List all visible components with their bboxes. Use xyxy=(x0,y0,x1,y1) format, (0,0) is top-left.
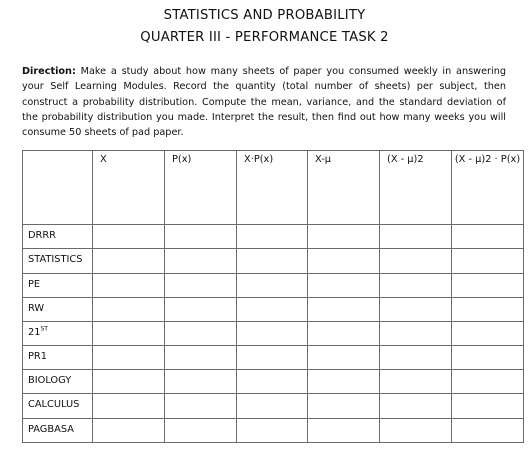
answer-cell[interactable] xyxy=(380,346,452,370)
subject-superscript: ST xyxy=(40,325,48,333)
answer-cell[interactable] xyxy=(93,394,165,419)
answer-cell[interactable] xyxy=(452,419,524,443)
answer-cell[interactable] xyxy=(93,249,165,274)
answer-cell[interactable] xyxy=(380,249,452,274)
subject-cell xyxy=(23,274,93,298)
answer-cell[interactable] xyxy=(380,419,452,443)
answer-cell[interactable] xyxy=(308,322,380,346)
answer-cell[interactable] xyxy=(308,249,380,274)
subject-label: BIOLOGY xyxy=(28,375,72,386)
header-weighted-squared-deviation: (X - μ)2 · P(x) xyxy=(452,151,524,225)
subject-cell xyxy=(23,322,93,346)
table-row xyxy=(23,225,524,249)
table-row xyxy=(23,322,524,346)
table-header-row xyxy=(23,151,524,225)
answer-cell[interactable] xyxy=(93,298,165,322)
probability-table xyxy=(22,150,524,443)
answer-cell[interactable] xyxy=(308,225,380,249)
header-x-times-px: X·P(x) xyxy=(237,151,308,225)
header-x-minus-mu-squared: (X - μ)2 xyxy=(380,151,452,225)
answer-cell[interactable] xyxy=(380,394,452,419)
answer-cell[interactable] xyxy=(237,225,308,249)
answer-cell[interactable] xyxy=(380,370,452,394)
header-subject xyxy=(23,151,93,225)
answer-cell[interactable] xyxy=(93,322,165,346)
answer-cell[interactable] xyxy=(237,249,308,274)
answer-cell[interactable] xyxy=(308,274,380,298)
answer-cell[interactable] xyxy=(380,274,452,298)
subject-label: PE xyxy=(28,279,41,290)
worksheet-title: STATISTICS AND PROBABILITY xyxy=(163,8,366,23)
table-row xyxy=(23,394,524,419)
subject-label: PAGBASA xyxy=(28,424,74,435)
answer-cell[interactable] xyxy=(308,394,380,419)
subject-cell xyxy=(23,249,93,274)
answer-cell[interactable] xyxy=(237,346,308,370)
answer-cell[interactable] xyxy=(165,322,237,346)
answer-cell[interactable] xyxy=(93,346,165,370)
answer-cell[interactable] xyxy=(380,225,452,249)
answer-cell[interactable] xyxy=(237,322,308,346)
header-x: X xyxy=(93,151,165,225)
answer-cell[interactable] xyxy=(237,394,308,419)
direction-label: Direction: xyxy=(22,66,76,77)
header-px: P(x) xyxy=(165,151,237,225)
answer-cell[interactable] xyxy=(308,346,380,370)
subject-label: PR1 xyxy=(28,351,47,362)
subject-cell xyxy=(23,394,93,419)
answer-cell[interactable] xyxy=(165,346,237,370)
answer-cell[interactable] xyxy=(452,274,524,298)
answer-cell[interactable] xyxy=(452,346,524,370)
answer-cell[interactable] xyxy=(165,249,237,274)
subject-label: STATISTICS xyxy=(28,254,83,265)
answer-cell[interactable] xyxy=(380,298,452,322)
subject-cell xyxy=(23,225,93,249)
answer-cell[interactable] xyxy=(452,298,524,322)
table-row xyxy=(23,370,524,394)
answer-cell[interactable] xyxy=(165,225,237,249)
table-row xyxy=(23,298,524,322)
subject-cell xyxy=(23,298,93,322)
subject-label: CALCULUS xyxy=(28,399,80,410)
answer-cell[interactable] xyxy=(237,298,308,322)
worksheet-subtitle: QUARTER III - PERFORMANCE TASK 2 xyxy=(140,30,389,45)
table-row xyxy=(23,346,524,370)
answer-cell[interactable] xyxy=(93,370,165,394)
answer-cell[interactable] xyxy=(165,274,237,298)
answer-cell[interactable] xyxy=(93,274,165,298)
subject-cell xyxy=(23,346,93,370)
answer-cell[interactable] xyxy=(452,322,524,346)
subject-cell xyxy=(23,419,93,443)
answer-cell[interactable] xyxy=(308,370,380,394)
answer-cell[interactable] xyxy=(237,419,308,443)
answer-cell[interactable] xyxy=(308,298,380,322)
answer-cell[interactable] xyxy=(452,370,524,394)
subject-cell xyxy=(23,370,93,394)
answer-cell[interactable] xyxy=(93,225,165,249)
subject-label: RW xyxy=(28,303,45,314)
header-x-minus-mu: X-μ xyxy=(308,151,380,225)
answer-cell[interactable] xyxy=(237,370,308,394)
table-row xyxy=(23,274,524,298)
subject-label: 21 xyxy=(28,327,41,338)
answer-cell[interactable] xyxy=(237,274,308,298)
table-row xyxy=(23,249,524,274)
answer-cell[interactable] xyxy=(452,225,524,249)
answer-cell[interactable] xyxy=(452,249,524,274)
answer-cell[interactable] xyxy=(308,419,380,443)
answer-cell[interactable] xyxy=(165,298,237,322)
direction-text: Make a study about how many sheets of paper you consumed weekly in answering your Self Learning Modules. Record the quantity (total number of sheets) per subject, then construct a probability distribution. Compute the mean, variance, and the standard deviation of the probability distribution you made. Interpret the result, then find out how many weeks you will consume 50 sheets of pad paper. xyxy=(22,66,506,139)
table-row xyxy=(23,419,524,443)
answer-cell[interactable] xyxy=(165,394,237,419)
direction-paragraph xyxy=(22,64,506,140)
answer-cell[interactable] xyxy=(165,370,237,394)
answer-cell[interactable] xyxy=(165,419,237,443)
answer-cell[interactable] xyxy=(452,394,524,419)
answer-cell[interactable] xyxy=(380,322,452,346)
subject-label: DRRR xyxy=(28,230,56,241)
answer-cell[interactable] xyxy=(93,419,165,443)
